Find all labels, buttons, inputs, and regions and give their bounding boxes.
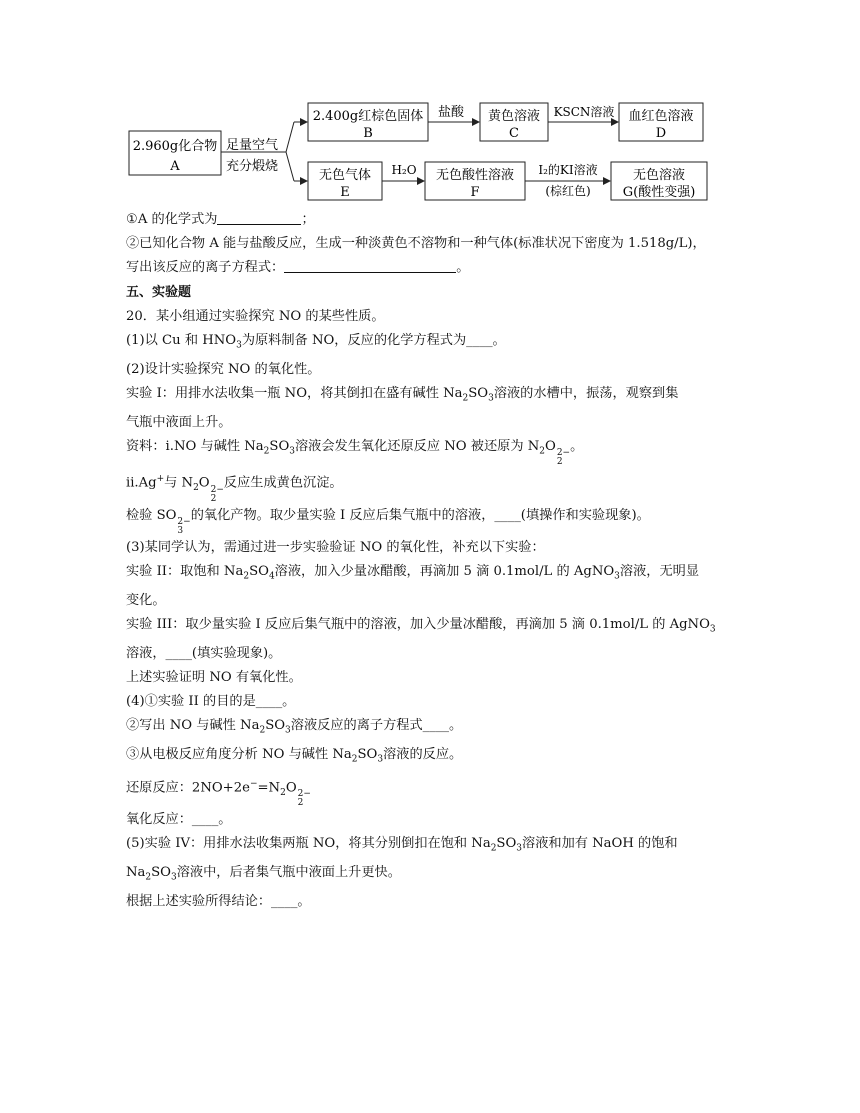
oxidation-reaction: 氧化反应：____。: [126, 812, 232, 828]
box-g-line1: 无色溶液: [632, 168, 686, 183]
experiment2-line2: 变化。: [126, 592, 166, 608]
check-line: 检验 SO 2− 3 的氧化产物。取少量实验 I 反应后集气瓶中的溶液，____(填操作和实验现象)。: [126, 507, 650, 536]
experiment1-line1: 实验 I：用排水法收集一瓶 NO，将其倒扣在盛有碱性 $Na_2SO_3$溶液的水槽中，振荡，观察到集: [126, 386, 679, 404]
box-d: [619, 103, 703, 141]
q20-part4-1: (4)①实验 II 的目的是____。: [126, 694, 296, 709]
box-g: [611, 162, 707, 200]
q20-part3: (3)某同学认为，需通过进一步实验验证 NO 的氧化性，补充以下实验：: [126, 539, 545, 555]
info-ii: ii.Ag+与 $N_2O$ 2− 2 反应生成黄色沉淀。: [126, 474, 343, 504]
q20-part5-line1: (5)实验 IV：用排水法收集两瓶 NO，将其分别倒扣在饱和 $Na_2SO_3$溶液和加有 NaOH 的饱和: [126, 836, 678, 855]
branch-up: [286, 122, 294, 152]
info-i: 资料：i.NO 与碱性 $Na_2SO_3$溶液会发生氧化还原反应 NO 被还原为 $N_2O$ 2− 2 。: [126, 439, 584, 468]
condition-line2: 充分煅烧: [225, 159, 279, 174]
box-d-line1: 血红色溶液: [628, 109, 694, 124]
box-e-line1: 无色气体: [318, 168, 372, 183]
box-f: [425, 162, 525, 200]
box-e-line2: E: [340, 185, 350, 200]
box-e: [308, 162, 382, 200]
section-heading: 五、实验题: [126, 284, 192, 300]
q20-part5-line2: $Na_2SO_3$溶液中，后者集气瓶中液面上升更快。: [126, 865, 401, 883]
box-a-line2: A: [170, 159, 180, 174]
q20-part4-3: ③从电极反应角度分析 NO 与碱性 $Na_2SO_3$溶液的反应。: [126, 747, 463, 765]
experiment2-line1: 实验 II：取饱和 $Na_2SO_4$溶液，加入少量冰醋酸，再滴加 5 滴 0.1mol/L 的 AgNO$_3$溶液，无明显: [126, 563, 700, 582]
box-c-line1: 黄色溶液: [487, 109, 541, 124]
branch-down: [286, 152, 294, 181]
reduction-reaction: 还原反应：$2NO+2e^-=N_2O$ 2− 2: [126, 778, 311, 809]
box-b-line1: 2.400g红棕色固体: [312, 109, 424, 124]
conclusion: 上述实验证明 NO 有氧化性。: [126, 669, 302, 685]
q20-part1: (1)以 Cu 和 $HNO_3$为原料制备 NO，反应的化学方程式为____。: [126, 333, 506, 351]
arrow-f-label2: (棕红色): [545, 184, 591, 198]
experiment3-line1: 实验 III：取少量实验 I 反应后集气瓶中的溶液，加入少量冰醋酸，再滴加 5 滴 0.1mol/L 的 AgNO$_3$: [126, 616, 716, 635]
q19-part1: ①A 的化学式为 ；: [126, 212, 315, 227]
experiment3-line2: 溶液，____(填实验现象)。: [126, 645, 282, 661]
box-g-line2: G(酸性变强): [622, 185, 696, 200]
answer-blank[interactable]: [217, 210, 301, 225]
q20-part4-2: ②写出 NO 与碱性 $Na_2SO_3$溶液反应的离子方程式____。: [126, 718, 463, 736]
box-d-line2: D: [655, 126, 667, 141]
question-text: [126, 208, 746, 914]
box-b: [308, 103, 428, 141]
box-a-line1: 2.960g化合物: [132, 139, 218, 154]
box-c: [480, 103, 548, 141]
box-f-line1: 无色酸性溶液: [435, 168, 515, 183]
q19-part2-line2: 写出该反应的离子方程式： 。: [126, 260, 470, 276]
flow-diagram: [124, 94, 724, 210]
final-conclusion: 根据上述实验所得结论：____。: [126, 894, 311, 910]
q20-intro: 20．某小组通过实验探究 NO 的某些性质。: [126, 308, 385, 324]
arrow-e-label: H₂O: [391, 163, 417, 177]
arrow-c-label: KSCN溶液: [553, 105, 615, 119]
box-c-line2: C: [509, 126, 519, 141]
box-b-line2: B: [363, 126, 373, 141]
q20-part2: (2)设计实验探究 NO 的氧化性。: [126, 361, 321, 377]
box-a: [129, 131, 221, 175]
arrow-b-label: 盐酸: [437, 105, 465, 120]
box-f-line2: F: [470, 185, 480, 200]
experiment1-line2: 气瓶中液面上升。: [126, 414, 232, 430]
condition-line1: 足量空气: [225, 138, 279, 153]
arrow-f-label1: I₂的KI溶液: [538, 163, 598, 177]
q19-part2-line1: ②已知化合物 A 能与盐酸反应，生成一种淡黄色不溶物和一种气体(标准状况下密度为 1.518g/L)，: [126, 236, 706, 252]
answer-blank[interactable]: [284, 258, 456, 273]
